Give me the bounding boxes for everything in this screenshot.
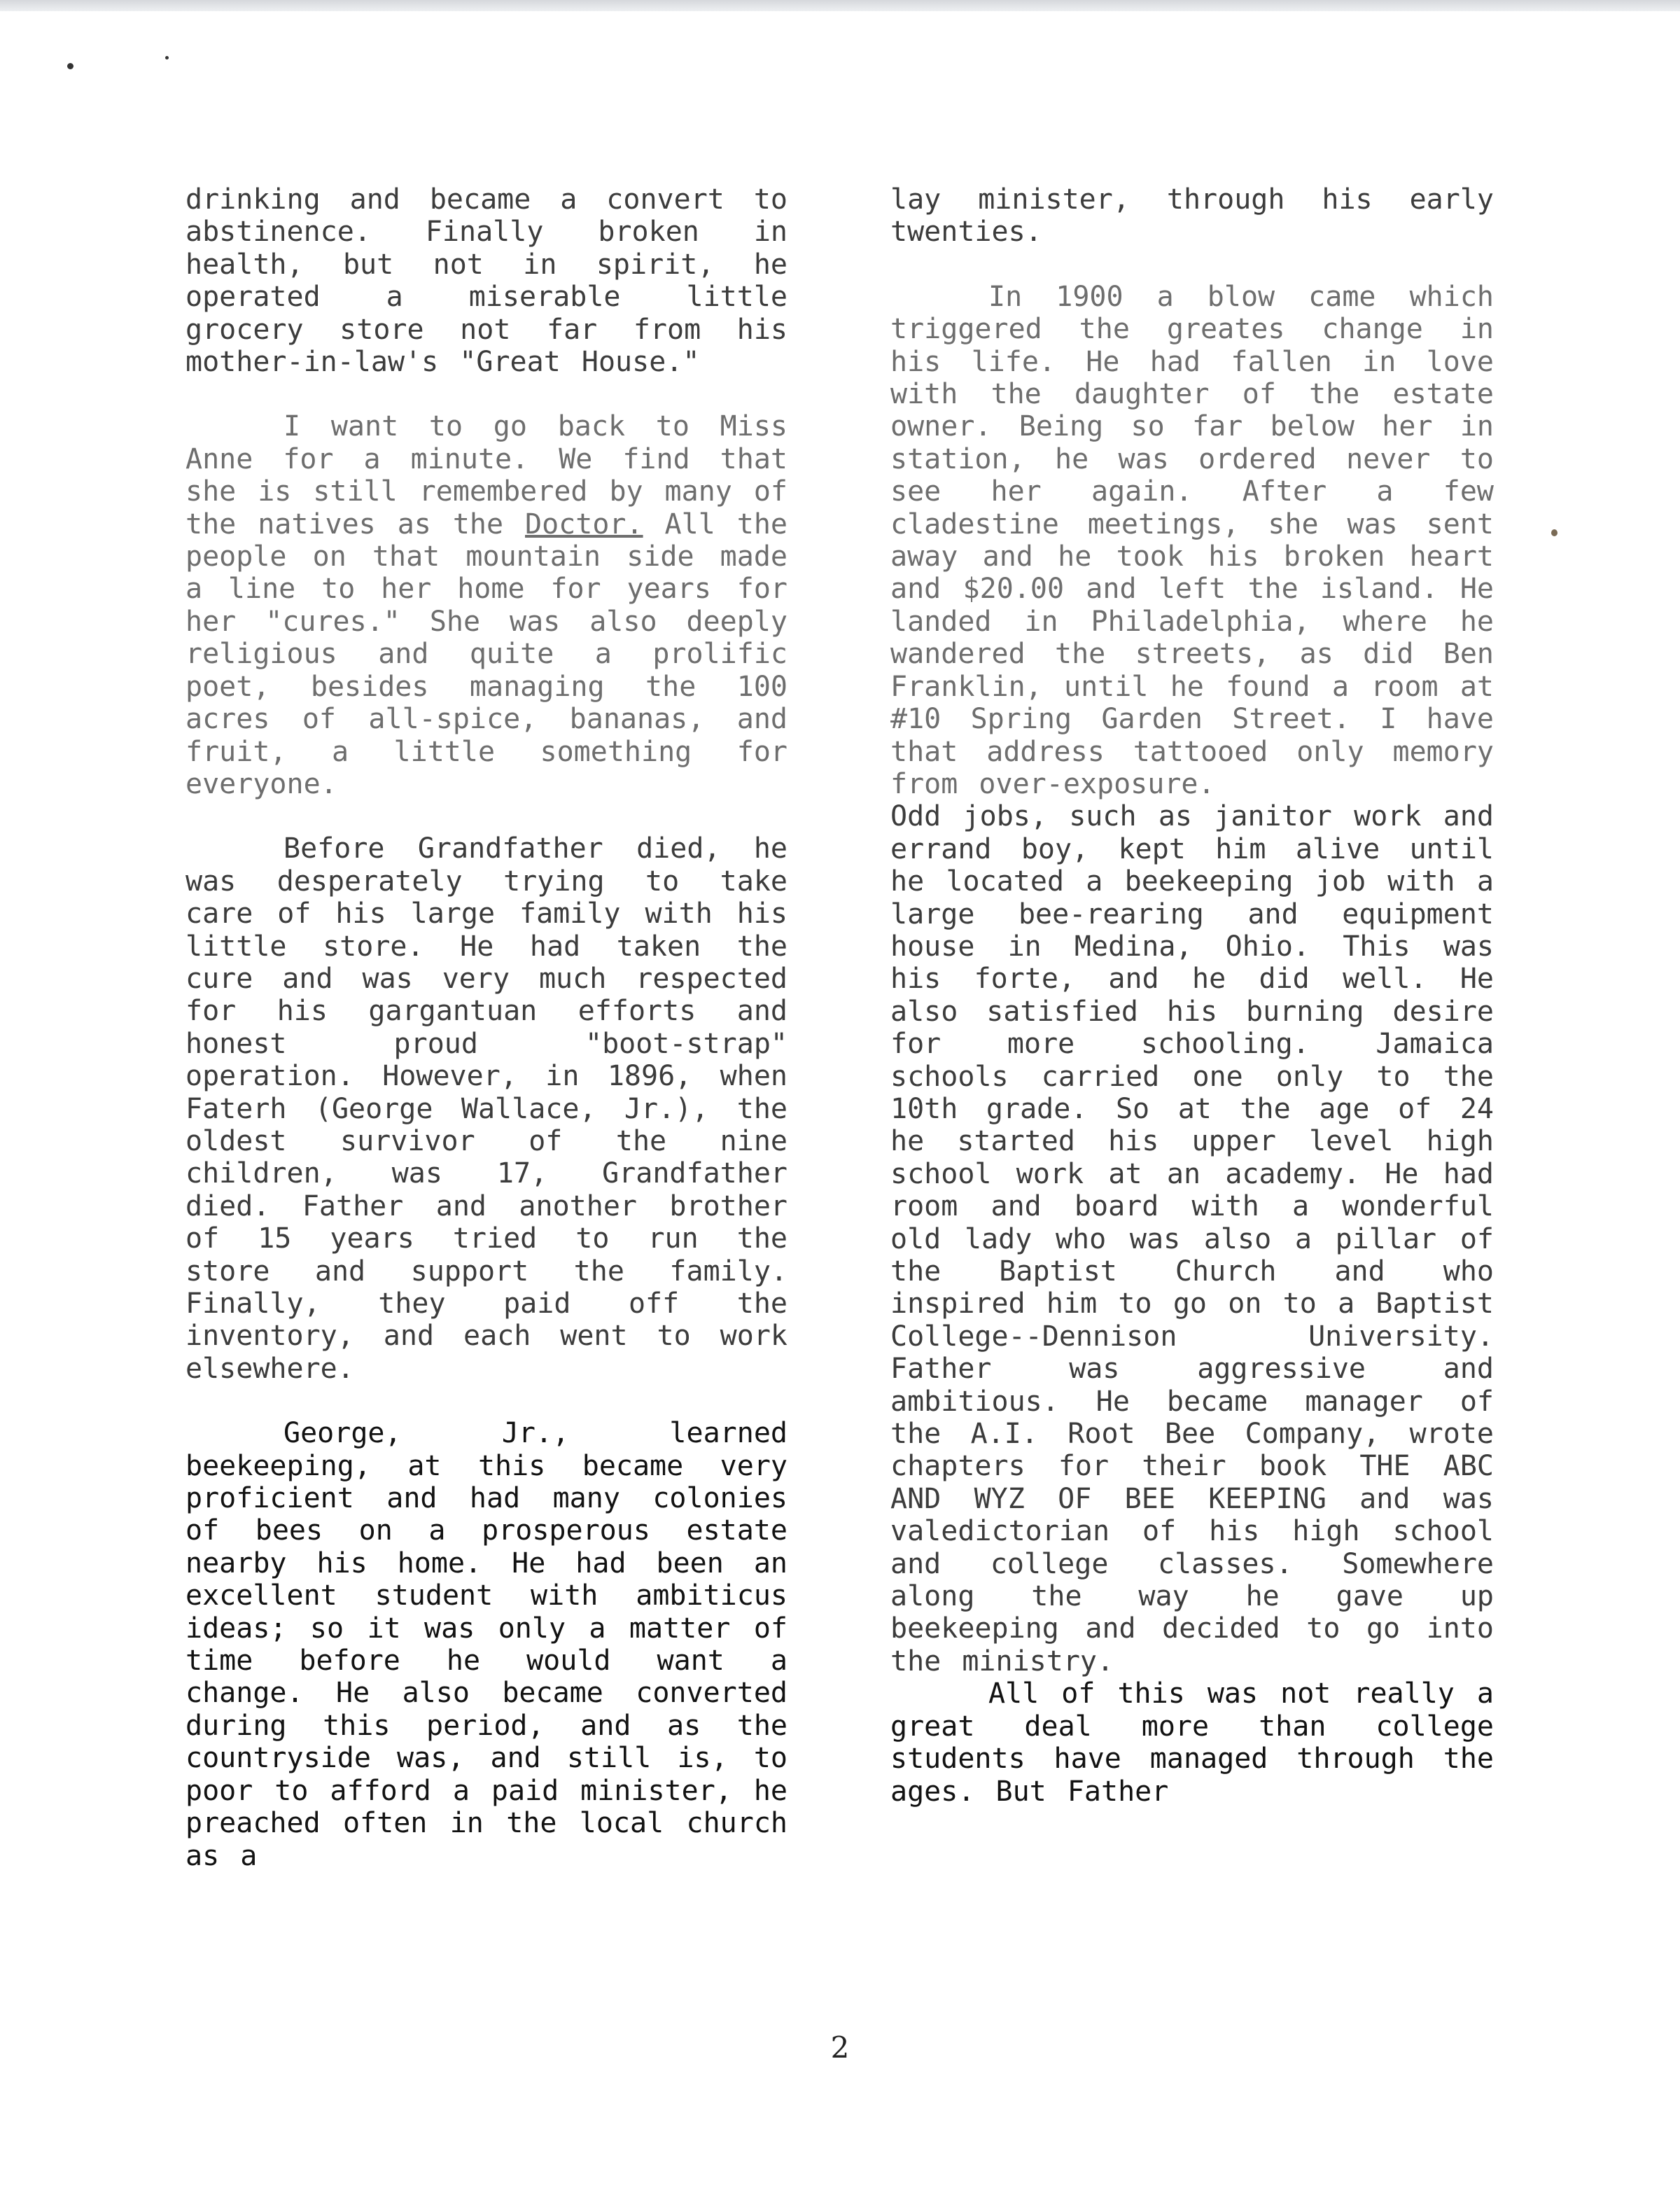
scan-speck (165, 56, 169, 60)
paragraph-lay-minister: lay minister, through his early twenties. (890, 183, 1494, 249)
paragraph-george-jr: George, Jr., learned beekeeping, at this became very proficient and had many colonies of bees on a prosperous estate nearby his home. He had been an excellent student with ambiticus ideas; so it was only a matter of time before he would want a change. He also became converted during this period, and as the countryside was, and still is, to poor to afford a paid minister, he preached often in the local church as a (186, 1417, 788, 1872)
right-column (890, 183, 1494, 1808)
page-number: 2 (830, 2030, 850, 2065)
scan-top-edge (0, 0, 1680, 11)
paragraph-odd-jobs: Odd jobs, such as janitor work and errand boy, kept him alive until he located a beekeeping job with a large bee-rearing and equipment house in Medina, Ohio. This was his forte, and he did well. He also satisfied his burning desire for more schooling. Jamaica schools carried one only to the 10th grade. So at the age of 24 he started his upper level high school work at an academy. He had room and board with a wonderful old lady who was also a pillar of the Baptist Church and who inspired him to go on to a Baptist College--Dennison University. Father was aggressive and ambitious. He became manager of the A.I. Root Bee Company, wrote chapters for their book THE ABC AND WYZ OF BEE KEEPING and was valedictorian of his high school and college classes. Somewhere along the way he gave up beekeeping and decided to go into the ministry. (890, 800, 1494, 1678)
miss-anne-text-continued: All the people on that mountain side made a line to her home for years for her "cures." She was also deeply religious and quite a prolific poet, besides managing the 100 acres of all-spice, bananas, and fruit, a little something for everyone. (186, 508, 788, 800)
scan-speck (67, 63, 74, 69)
miss-anne-text: I want to go back to Miss Anne for a minute. We find that she is still remembered by many of the natives as the (186, 410, 788, 540)
paragraph-miss-anne (186, 410, 788, 800)
scan-speck (1551, 529, 1558, 536)
left-column (186, 183, 788, 1872)
paragraph-grandfather: Before Grandfather died, he was desperately trying to take care of his large family with his little store. He had taken the cure and was very much respected for his gargantuan efforts and honest proud "boot-strap" operation. However, in 1896, when Faterh (George Wallace, Jr.), the oldest survivor of the nine children, was 17, Grandfather died. Father and another brother of 15 years tried to run the store and support the family. Finally, they paid off the inventory, and each went to work elsewhere. (186, 832, 788, 1385)
paragraph-abstinence: drinking and became a convert to abstinence. Finally broken in health, but not in spirit, he operated a miserable little grocery store not far from his mother-in-law's "Great House." (186, 183, 788, 379)
paragraph-1900-blow: In 1900 a blow came which triggered the greates change in his life. He had fallen in love with the daughter of the estate owner. Being so far below her in station, he was ordered never to see her again. After a few cladestine meetings, she was sent away and he took his broken heart and $20.00 and left the island. He landed in Philadelphia, where he wandered the streets, as did Ben Franklin, until he found a room at #10 Spring Garden Street. I have that address tattooed only memory from over-exposure. (890, 280, 1494, 800)
doctor-underlined: Doctor. (525, 508, 643, 540)
paragraph-all-of-this: All of this was not really a great deal more than college students have managed through the ages. But Father (890, 1678, 1494, 1808)
